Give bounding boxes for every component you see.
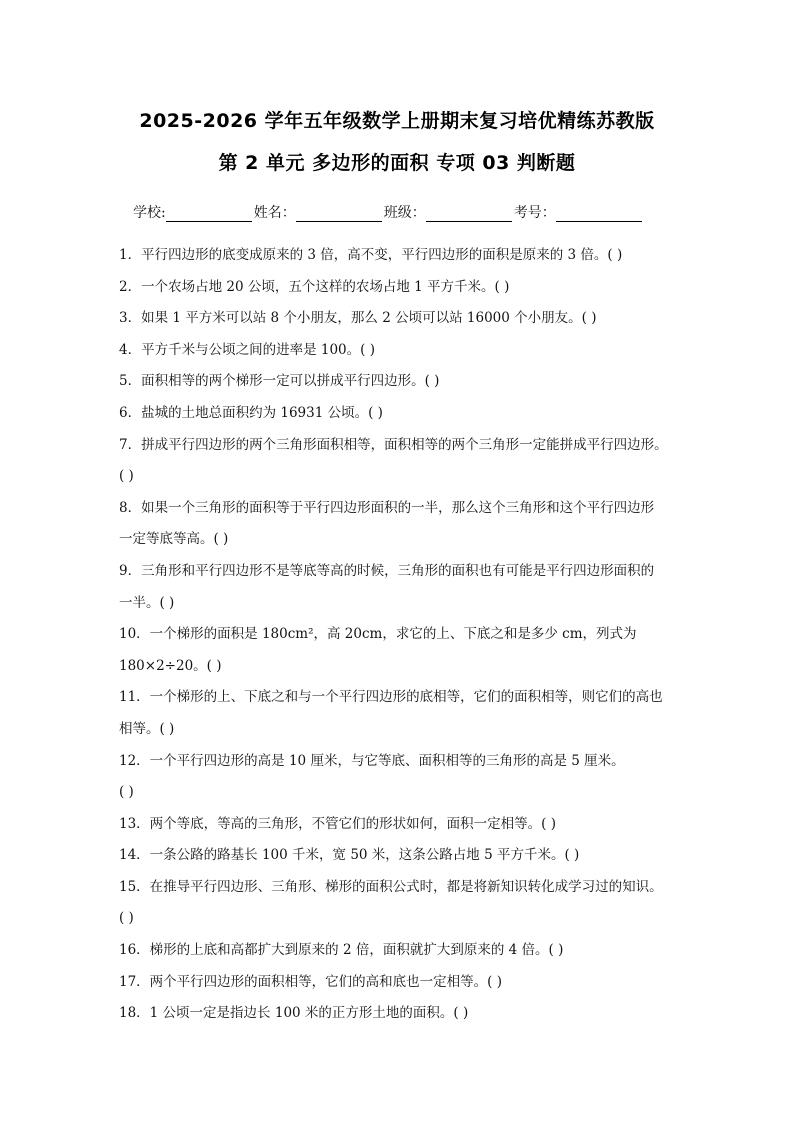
student-info-row xyxy=(133,202,644,222)
class-field xyxy=(384,202,514,222)
question-item xyxy=(119,998,689,1030)
class-label: 班级： xyxy=(383,205,426,221)
class-blank[interactable] xyxy=(426,207,512,222)
question-line: 6．盐城的土地总面积约为 16931 公顷。( ) xyxy=(119,404,383,421)
question-item xyxy=(119,872,689,935)
question-line: ( ) xyxy=(119,468,134,485)
question-item xyxy=(119,430,689,493)
question-line: 5．面积相等的两个梯形一定可以拼成平行四边形。( ) xyxy=(119,373,440,390)
page-title: 2025-2026 学年五年级数学上册期末复习培优精练苏教版 xyxy=(139,110,655,132)
question-line: 2．一个农场占地 20 公顷，五个这样的农场占地 1 平方千米。( ) xyxy=(119,278,510,295)
question-line: ( ) xyxy=(119,910,134,927)
question-line: 7．拼成平行四边形的两个三角形面积相等，面积相等的两个三角形一定能拼成平行四边形。 xyxy=(119,436,668,453)
question-item xyxy=(119,746,689,809)
name-field xyxy=(254,202,384,222)
school-blank[interactable] xyxy=(166,207,252,222)
question-item xyxy=(119,809,689,841)
question-line: 11．一个梯形的上、下底之和与一个平行四边形的底相等，它们的面积相等，则它们的高也 xyxy=(119,689,663,706)
question-item xyxy=(119,619,689,682)
exam-number-field xyxy=(514,202,644,222)
question-item xyxy=(119,398,689,430)
question-item xyxy=(119,935,689,967)
question-line: 4．平方千米与公顷之间的进率是 100。( ) xyxy=(119,341,375,358)
question-line: 3．如果 1 平方米可以站 8 个小朋友，那么 2 公顷可以站 16000 个小朋友。( ) xyxy=(119,310,597,327)
name-label: 姓名： xyxy=(253,205,296,221)
question-line: 10．一个梯形的面积是 180cm²，高 20cm，求它的上、下底之和是多少 cm，列式为 xyxy=(119,626,637,643)
school-label: 学校: xyxy=(133,205,166,221)
question-line: 12．一个平行四边形的高是 10 厘米，与它等底、面积相等的三角形的高是 5 厘米。 xyxy=(119,752,625,769)
question-item xyxy=(119,967,689,999)
exam-number-blank[interactable] xyxy=(556,207,642,222)
question-line: 9．三角形和平行四边形不是等底等高的时候，三角形的面积也有可能是平行四边形面积的 xyxy=(119,562,655,579)
question-item xyxy=(119,556,689,619)
question-item xyxy=(119,240,689,272)
question-line: 14．一条公路的路基长 100 千米，宽 50 米，这条公路占地 5 平方千米。( ) xyxy=(119,847,580,864)
question-list xyxy=(119,240,689,1030)
question-item xyxy=(119,840,689,872)
question-line: 180×2÷20。( ) xyxy=(119,657,222,674)
question-line: 8．如果一个三角形的面积等于平行四边形面积的一半，那么这个三角形和这个平行四边形 xyxy=(119,499,655,516)
school-field xyxy=(133,202,254,222)
question-item xyxy=(119,366,689,398)
question-line: 13．两个等底，等高的三角形，不管它们的形状如何，面积一定相等。( ) xyxy=(119,815,557,832)
question-item xyxy=(119,493,689,556)
question-line: 18．1 公顷一定是指边长 100 米的正方形土地的面积。( ) xyxy=(119,1005,469,1022)
question-item xyxy=(119,682,689,745)
question-line: 15．在推导平行四边形、三角形、梯形的面积公式时，都是将新知识转化成学习过的知识。 xyxy=(119,878,663,895)
question-line: 一定等底等高。( ) xyxy=(119,531,229,548)
question-line: 17．两个平行四边形的面积相等，它们的高和底也一定相等。( ) xyxy=(119,973,503,990)
question-line: 一半。( ) xyxy=(119,594,175,611)
page-subtitle: 第 2 单元 多边形的面积 专项 03 判断题 xyxy=(218,152,576,174)
question-line: 16．梯形的上底和高都扩大到原来的 2 倍，面积就扩大到原来的 4 倍。( ) xyxy=(119,942,564,959)
question-item xyxy=(119,272,689,304)
question-item xyxy=(119,335,689,367)
exam-number-label: 考号： xyxy=(513,205,556,221)
question-line: ( ) xyxy=(119,784,134,801)
name-blank[interactable] xyxy=(296,207,382,222)
question-line: 1．平行四边形的底变成原来的 3 倍，高不变，平行四边形的面积是原来的 3 倍。( ) xyxy=(119,247,623,263)
question-line: 相等。( ) xyxy=(119,720,175,737)
question-item xyxy=(119,303,689,335)
